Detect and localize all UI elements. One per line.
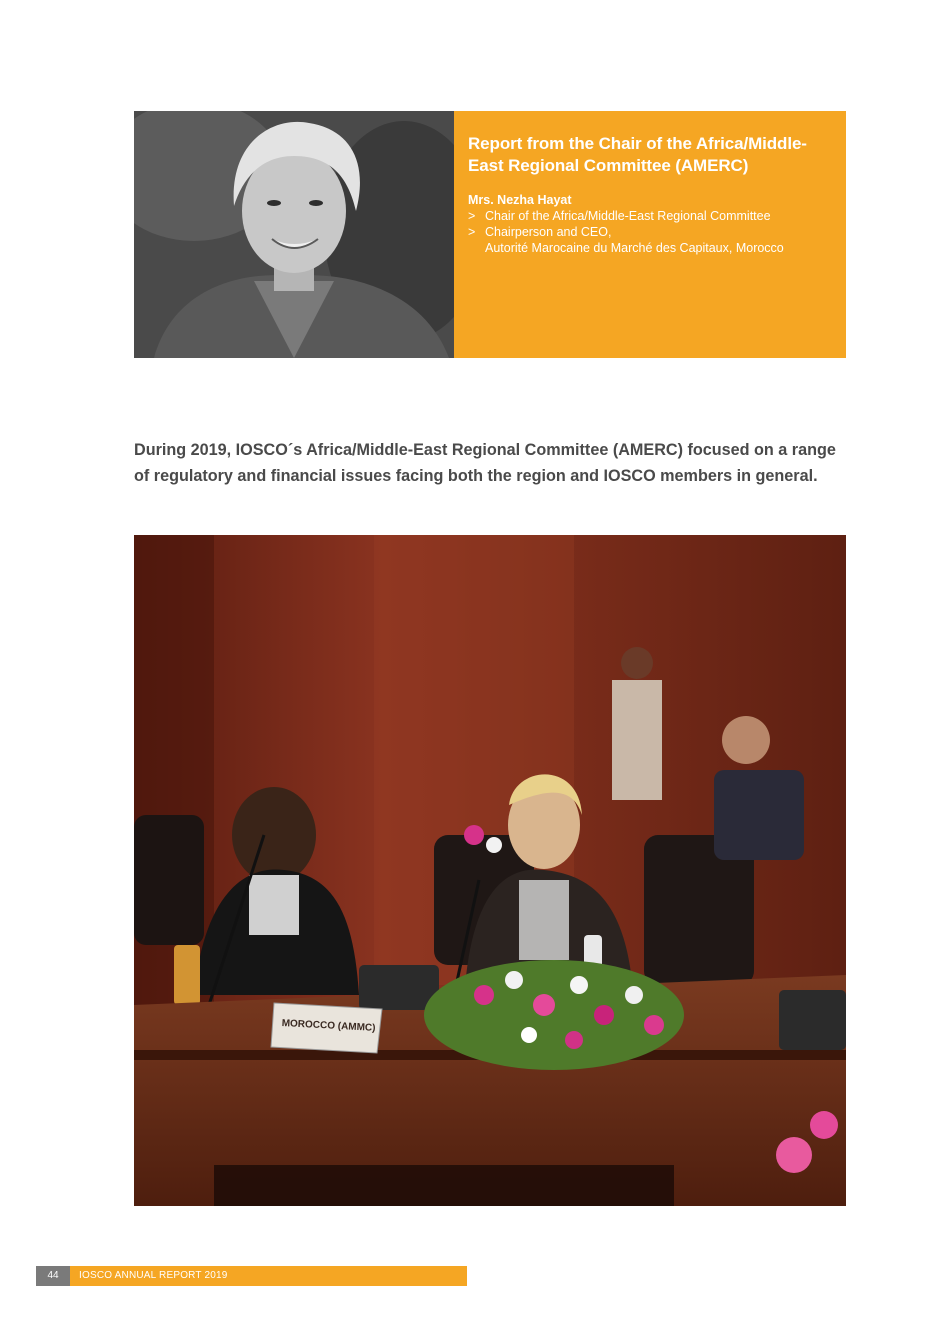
- chair-name: Mrs. Nezha Hayat: [468, 193, 572, 207]
- portrait-illustration: [134, 111, 454, 358]
- footer-report-title: IOSCO ANNUAL REPORT 2019: [70, 1266, 467, 1286]
- report-title: Report from the Chair of the Africa/Middle-East Regional Committee (AMERC): [468, 134, 807, 175]
- intro-paragraph: During 2019, IOSCO´s Africa/Middle-East Regional Committee (AMERC) focused on a range of regulatory and financial issues facing both the region and IOSCO members in general.: [134, 441, 836, 485]
- chair-roles-list: [468, 208, 832, 256]
- chair-header: [134, 111, 846, 358]
- role-text: [485, 208, 771, 224]
- meeting-photo: [134, 535, 846, 1206]
- page-number: 44: [36, 1266, 70, 1286]
- role-item: [468, 224, 832, 256]
- meeting-illustration: [134, 535, 846, 1206]
- bullet-arrow-icon: >: [468, 209, 476, 223]
- chair-portrait-photo: [134, 111, 454, 358]
- header-title-panel: [454, 111, 846, 358]
- role-text: [485, 224, 784, 256]
- role-item: [468, 208, 832, 224]
- country-placard: MOROCCO (AMMC): [281, 1018, 376, 1034]
- bullet-arrow-icon: >: [468, 225, 476, 239]
- role-line: Autorité Marocaine du Marché des Capitaux, Morocco: [485, 241, 784, 255]
- role-line: Chairperson and CEO,: [485, 225, 612, 239]
- page-footer: [36, 1266, 467, 1286]
- role-line: Chair of the Africa/Middle-East Regional Committee: [485, 209, 771, 223]
